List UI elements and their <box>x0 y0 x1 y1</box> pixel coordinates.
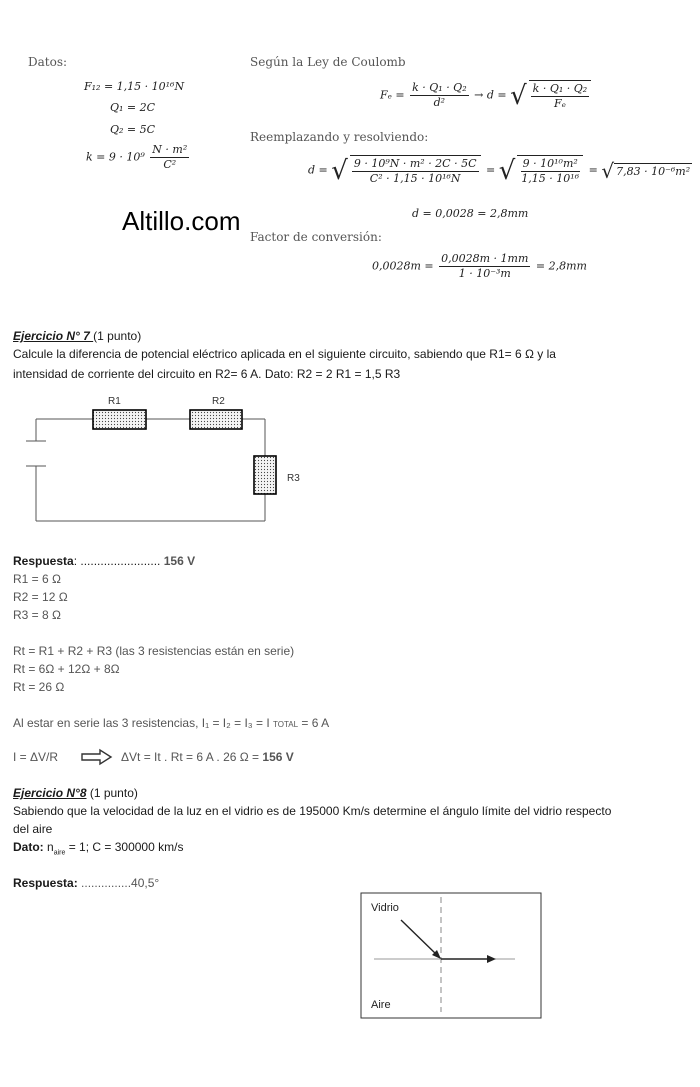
sqrt-symbol-icon: √ <box>601 158 615 183</box>
d-den: Fₑ <box>553 97 566 110</box>
ej8-heading <box>13 784 138 802</box>
ej7-respuesta <box>13 552 195 570</box>
dato-label: Dato: <box>13 840 44 854</box>
calc-den-1: C² · 1,15 · 10¹⁶N <box>369 172 461 185</box>
conv-den: 1 · 10⁻³m <box>458 267 511 280</box>
equals-sign: = <box>588 163 598 177</box>
label-r1: R1 <box>108 396 121 407</box>
fe-den: d² <box>433 96 446 109</box>
calc-frac-2 <box>517 155 583 186</box>
circuit-diagram <box>20 390 320 530</box>
d-num: k · Q₁ · Q₂ <box>532 82 588 95</box>
reemplazando-label: Reemplazando y resolviendo: <box>250 130 429 144</box>
fe-num: k · Q₁ · Q₂ <box>412 81 467 94</box>
medium-top-label: Vidrio <box>371 902 399 914</box>
coulomb-label: Según la Ley de Coulomb <box>250 55 406 69</box>
implies-arrow-icon <box>80 748 114 766</box>
conv-rhs: = 2,8mm <box>535 259 587 273</box>
k-lhs: k = 9 · 10⁹ <box>86 150 145 164</box>
d-frac <box>529 80 592 111</box>
calc-sqrt-1 <box>331 155 482 186</box>
calc-sqrt-2 <box>499 155 585 186</box>
r1-value: R1 = 6 Ω <box>13 572 61 586</box>
ej8-dato <box>13 838 183 856</box>
coulomb-formula <box>380 80 593 111</box>
calc-result: 7,83 · 10⁻⁶m² <box>616 165 691 178</box>
ej7-statement-2: intensidad de corriente del circuito en R2= 6 A. Dato: R2 = 2 R1 = 1,5 R3 <box>13 367 401 381</box>
calc-formula <box>308 155 692 186</box>
d-sqrt <box>510 80 593 111</box>
ej7-heading <box>13 327 141 345</box>
dato-sub: aire <box>53 849 66 857</box>
k-frac <box>150 143 189 172</box>
ej7-points: (1 punto) <box>93 329 142 343</box>
rt-line-2: Rt = 6Ω + 12Ω + 8Ω <box>13 662 120 676</box>
respuesta-dots: : ........................ <box>73 554 161 568</box>
dato-rest: = 1; C = 300000 km/s <box>65 840 184 854</box>
resistor-r1 <box>93 410 146 429</box>
conv-num: 0,0028m · 1mm <box>441 252 529 265</box>
ej8-statement-2: del aire <box>13 822 53 836</box>
sqrt-symbol-icon: √ <box>331 155 348 186</box>
respuesta-label: Respuesta: <box>13 876 78 890</box>
calc-frac-1 <box>350 155 481 186</box>
conversion-formula <box>372 252 587 281</box>
datos-k <box>86 143 191 172</box>
ej7-statement-1: Calcule la diferencia de potencial eléctrico aplicada en el siguiente circuito, sabiendo que R1= 6 Ω y la <box>13 347 556 361</box>
sqrt-symbol-icon: √ <box>498 155 516 186</box>
arrow-d: → d = <box>474 88 507 102</box>
d-result: d = 0,0028 = 2,8mm <box>412 207 529 220</box>
fe-lhs: Fₑ = <box>380 88 405 102</box>
respuesta-label: Respuesta <box>13 554 74 568</box>
refraction-diagram <box>360 892 543 1020</box>
conv-frac <box>439 252 530 281</box>
ohm-rhs-text: ΔVt = It . Rt = 6 A . 26 Ω = <box>121 750 263 764</box>
ohm-result: 156 V <box>262 750 294 764</box>
resistor-r3 <box>254 456 276 494</box>
battery-icon <box>26 441 46 466</box>
rt-line-1: Rt = R1 + R2 + R3 (las 3 resistencias están en serie) <box>13 644 295 658</box>
respuesta-value: 156 V <box>163 554 196 568</box>
ej8-points: (1 punto) <box>86 786 138 800</box>
site-logo: Altillo.com <box>122 206 241 236</box>
serie-line <box>13 714 329 734</box>
datos-q2: Q₂ = 5C <box>110 123 156 136</box>
label-r2: R2 <box>212 396 225 407</box>
serie-text: Al estar en serie las 3 resistencias, I₁ = I₂ = I₃ = I <box>13 716 274 730</box>
rt-line-3: Rt = 26 Ω <box>13 680 65 694</box>
r2-value: R2 = 12 Ω <box>13 590 68 604</box>
ohm-lhs: I = ΔV/R <box>13 750 59 764</box>
datos-label: Datos: <box>28 55 68 69</box>
calc-d: d = <box>308 163 328 177</box>
serie-total: TOTAL <box>273 720 299 729</box>
factor-label: Factor de conversión: <box>250 230 382 244</box>
resistor-r2 <box>190 410 242 429</box>
ej8-respuesta <box>13 874 159 892</box>
calc-den-2: 1,15 · 10¹⁶ <box>521 172 580 185</box>
calc-sqrt-3 <box>601 158 692 184</box>
k-den: C² <box>163 158 177 171</box>
equals-sign: = <box>486 163 496 177</box>
fe-frac <box>410 81 469 110</box>
datos-q1: Q₁ = 2C <box>110 101 156 114</box>
calc-num-1: 9 · 10⁹N · m² · 2C · 5C <box>353 157 477 170</box>
serie-value: = 6 A <box>298 716 330 730</box>
conv-lhs: 0,0028m = <box>372 259 434 273</box>
r3-value: R3 = 8 Ω <box>13 608 61 622</box>
respuesta-value: ...............40,5° <box>77 876 160 890</box>
ohm-rhs <box>121 748 294 766</box>
label-r3: R3 <box>287 473 300 484</box>
medium-bottom-label: Aire <box>371 999 391 1011</box>
ej8-statement-1: Sabiendo que la velocidad de la luz en el vidrio es de 195000 Km/s determine el ángulo límite del vidrio respecto <box>13 804 612 818</box>
k-num: N · m² <box>152 143 188 156</box>
sqrt-symbol-icon: √ <box>510 80 527 111</box>
dato-n: n <box>43 840 54 854</box>
datos-f12: F₁₂ = 1,15 · 10¹⁶N <box>84 80 185 93</box>
ej7-title: Ejercicio N° 7 <box>13 329 94 343</box>
ej8-title: Ejercicio N°8 <box>13 786 87 800</box>
calc-num-2: 9 · 10¹⁰m² <box>522 157 578 170</box>
